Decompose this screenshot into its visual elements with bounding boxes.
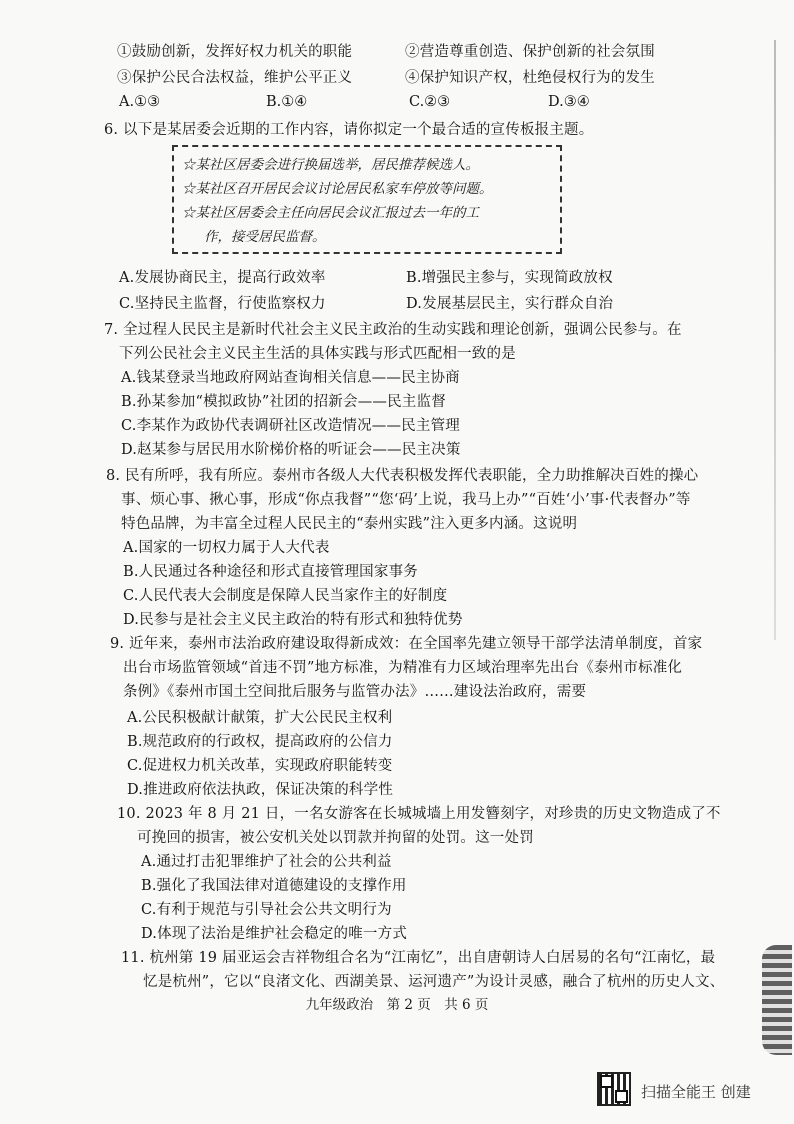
q9-stem-line-2: 出台市场监管领域“首违不罚”地方标准，为精准有力区域治理率先出台《泰州市标准化 bbox=[123, 660, 683, 676]
q8-option-a: A.国家的一切权力属于人大代表 bbox=[123, 540, 330, 556]
page-footer: 九年级政治 第 2 页 共 6 页 bbox=[305, 997, 489, 1013]
q7-option-c: C.李某作为政协代表调研社区改造情况——民主管理 bbox=[121, 418, 460, 434]
q6-box-line-2: ☆某社区召开居民会议讨论居民私家车停放等问题。 bbox=[182, 181, 493, 197]
q6-option-c: C.坚持民主监督，行使监察权力 bbox=[119, 296, 326, 312]
q10-stem-line-2: 可挽回的损害，被公安机关处以罚款并拘留的处罚。这一处罚 bbox=[137, 830, 534, 846]
q9-option-c: C.促进权力机关改革，实现政府职能转变 bbox=[127, 758, 393, 774]
q8-option-b: B.人民通过各种途径和形式直接管理国家事务 bbox=[123, 564, 418, 580]
q9-option-a: A.公民积极献计献策，扩大公民民主权利 bbox=[127, 710, 393, 726]
page-edge-pattern bbox=[762, 945, 792, 1055]
q8-stem-line-2: 事、烦心事、揪心事，形成“你点我督”“您‘码’上说，我马上办”“百姓‘小’事·代表督办”等 bbox=[121, 492, 691, 508]
q6-stem: 6. 以下是某居委会近期的工作内容，请你拟定一个最合适的宣传板报主题。 bbox=[104, 122, 594, 138]
q8-stem-line-3: 特色品牌，为丰富全过程人民民主的“泰州实践”注入更多内涵。这说明 bbox=[121, 516, 578, 532]
qr-code-icon bbox=[597, 1072, 631, 1106]
scanner-watermark: 扫描全能王 创建 bbox=[641, 1083, 751, 1101]
q10-option-b: B.强化了我国法律对道德建设的支撑作用 bbox=[141, 878, 407, 894]
q11-stem-line-1: 11. 杭州第 19 届亚运会吉祥物组合名为“江南忆”，出自唐朝诗人白居易的名句“江南忆，最 bbox=[121, 950, 716, 966]
q10-option-a: A.通过打击犯罪维护了社会的公共利益 bbox=[141, 854, 392, 870]
q5-choice-a: A.①③ bbox=[119, 94, 161, 110]
q10-option-d: D.体现了法治是维护社会稳定的唯一方式 bbox=[141, 926, 408, 942]
q8-stem-line-1: 8. 民有所呼，我有所应。泰州市各级人大代表积极发挥代表职能，全力助推解决百姓的操心 bbox=[106, 468, 699, 484]
q7-option-b: B.孙某参加“模拟政协”社团的招新会——民主监督 bbox=[121, 394, 446, 410]
q6-option-b: B.增强民主参与，实现简政放权 bbox=[406, 270, 613, 286]
q5-option-2: ②营造尊重创造、保护创新的社会氛围 bbox=[405, 44, 655, 60]
q6-option-a: A.发展协商民主，提高行政效率 bbox=[119, 270, 326, 286]
q5-choice-b: B.①④ bbox=[266, 94, 308, 110]
q6-box-line-4: 作，接受居民监督。 bbox=[204, 229, 326, 245]
q7-option-d: D.赵某参与居民用水阶梯价格的听证会——民主决策 bbox=[121, 442, 461, 458]
q10-option-c: C.有利于规范与引导社会公共文明行为 bbox=[141, 902, 392, 918]
q11-stem-line-2: 忆是杭州”，它以“良渚文化、西湖美景、运河遗产”为设计灵感，融合了杭州的历史人文、 bbox=[143, 974, 725, 990]
q5-option-3: ③保护公民合法权益，维护公平正义 bbox=[117, 70, 353, 86]
q10-stem-line-1: 10. 2023 年 8 月 21 日，一名女游客在长城城墙上用发簪刻字，对珍贵的历史文物造成了不 bbox=[117, 806, 721, 822]
q6-info-box bbox=[172, 145, 562, 254]
q9-stem-line-1: 9. 近年来，泰州市法治政府建设取得新成效：在全国率先建立领导干部学法清单制度，首家 bbox=[110, 636, 703, 652]
q5-choice-d: D.③④ bbox=[548, 94, 590, 110]
q6-box-line-1: ☆某社区居委会进行换届选举，居民推荐候选人。 bbox=[182, 157, 479, 173]
q5-choice-c: C.②③ bbox=[409, 94, 451, 110]
q8-option-c: C.人民代表大会制度是保障人民当家作主的好制度 bbox=[123, 588, 448, 604]
q9-option-d: D.推进政府依法执政，保证决策的科学性 bbox=[127, 782, 394, 798]
q7-stem-line-1: 7. 全过程人民民主是新时代社会主义民主政治的生动实践和理论创新，强调公民参与。在 bbox=[104, 322, 682, 338]
q5-option-1: ①鼓励创新，发挥好权力机关的职能 bbox=[117, 44, 353, 60]
q7-stem-line-2: 下列公民社会主义民主生活的具体实践与形式匹配相一致的是 bbox=[119, 346, 516, 362]
q9-option-b: B.规范政府的行政权，提高政府的公信力 bbox=[127, 734, 393, 750]
q7-option-a: A.钱某登录当地政府网站查询相关信息——民主协商 bbox=[121, 370, 460, 386]
page-edge-shadow bbox=[774, 40, 776, 640]
q8-option-d: D.民参与是社会主义民主政治的特有形式和独特优势 bbox=[123, 612, 463, 628]
q9-stem-line-3: 条例》《泰州市国土空间批后服务与监管办法》……建设法治政府，需要 bbox=[123, 684, 587, 700]
q6-option-d: D.发展基层民主，实行群众自治 bbox=[406, 296, 614, 312]
q6-box-line-3: ☆某社区居委会主任向居民会议汇报过去一年的工 bbox=[182, 205, 479, 221]
q5-option-4: ④保护知识产权，杜绝侵权行为的发生 bbox=[405, 70, 655, 86]
